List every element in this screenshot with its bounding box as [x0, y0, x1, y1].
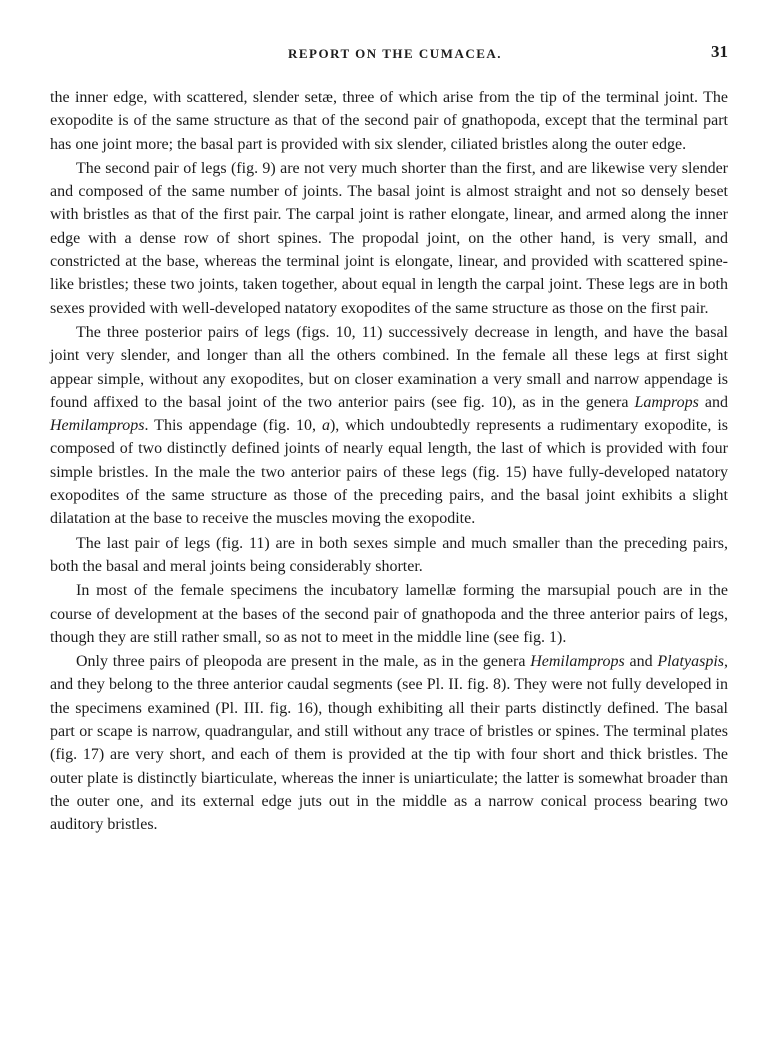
paragraph-marsupial-pouch: In most of the female specimens the incubatory lamellæ forming the marsupial pouch are in the course of development at the bases of the second pair of gnathopoda and the three anterior pairs of legs, though they are still rather small, so as not to meet in the middle line (see fig. 1). — [50, 582, 728, 646]
running-title: REPORT ON THE CUMACEA. — [287, 46, 503, 61]
paragraph-last-pair-legs: The last pair of legs (fig. 11) are in both sexes simple and much smaller than the preceding pairs, both the basal and meral joints being considerably shorter. — [50, 534, 728, 575]
paragraph-continuation: the inner edge, with scattered, slender setæ, three of which arise from the tip of the terminal joint. The exopodite is of the same structure as that of the second pair of gnathopoda, except that the terminal part has one joint more; the basal part is provided with six slender, ciliated bristles along the outer edge. — [50, 89, 728, 153]
page-number: 31 — [711, 42, 728, 61]
paragraph-second-pair-legs: The second pair of legs (fig. 9) are not very much shorter than the first, and are likewise very slender and composed of the same number of joints. The basal joint is almost straight and not so densely beset with bristles as that of the first pair. The carpal joint is rather elongate, linear, and armed along the inner edge with a dense row of short spines. The propodal joint, on the other hand, is very small, and constricted at the base, whereas the terminal joint is elongate, linear, and provided with scattered spine-like bristles; these two joints, taken together, about equal in length the carpal joint. These legs are in both sexes provided with well-developed natatory exopodites of the same structure as those on the first pair. — [50, 159, 728, 317]
paragraph-posterior-legs: The three posterior pairs of legs (figs. 10, 11) successively decrease in length, and have the basal joint very slender, and longer than all the others combined. In the female all these legs at first sight appear simple, without any exopodites, but on closer examination a very small and narrow appendage is found affixed to the basal joint of the two anterior pairs (see fig. 10), as in the genera Lamprops and Hemilamprops. This appendage (fig. 10, a), which undoubtedly represents a rudimentary exopodite, is composed of two distinctly defined joints of nearly equal length, the last of which is provided with four simple bristles. In the male the two anterior pairs of these legs (fig. 15) have fully-developed natatory exopodites of the same structure as those of the preceding pairs, and the basal joint exhibits a slight dilatation at the base to receive the muscles moving the exopodite. — [50, 323, 729, 528]
running-head — [50, 40, 728, 70]
document-page — [50, 40, 728, 837]
paragraph-pleopoda: Only three pairs of pleopoda are present in the male, as in the genera Hemilamprops and Platyaspis, and they belong to the three anterior caudal segments (see Pl. II. fig. 8). They were not fully developed in the specimens examined (Pl. III. fig. 16), though exhibiting all their parts distinctly defined. The basal part or scape is narrow, quadrangular, and still without any trace of bristles or spines. The terminal plates (fig. 17) are very short, and each of them is provided at the tip with four short and thick bristles. The outer plate is distinctly biarticulate, whereas the inner is uniarticulate; the latter is somewhat broader than the outer one, and its external edge juts out in the middle as a narrow conical process bearing two auditory bristles. — [50, 653, 728, 834]
body-text — [50, 86, 728, 837]
